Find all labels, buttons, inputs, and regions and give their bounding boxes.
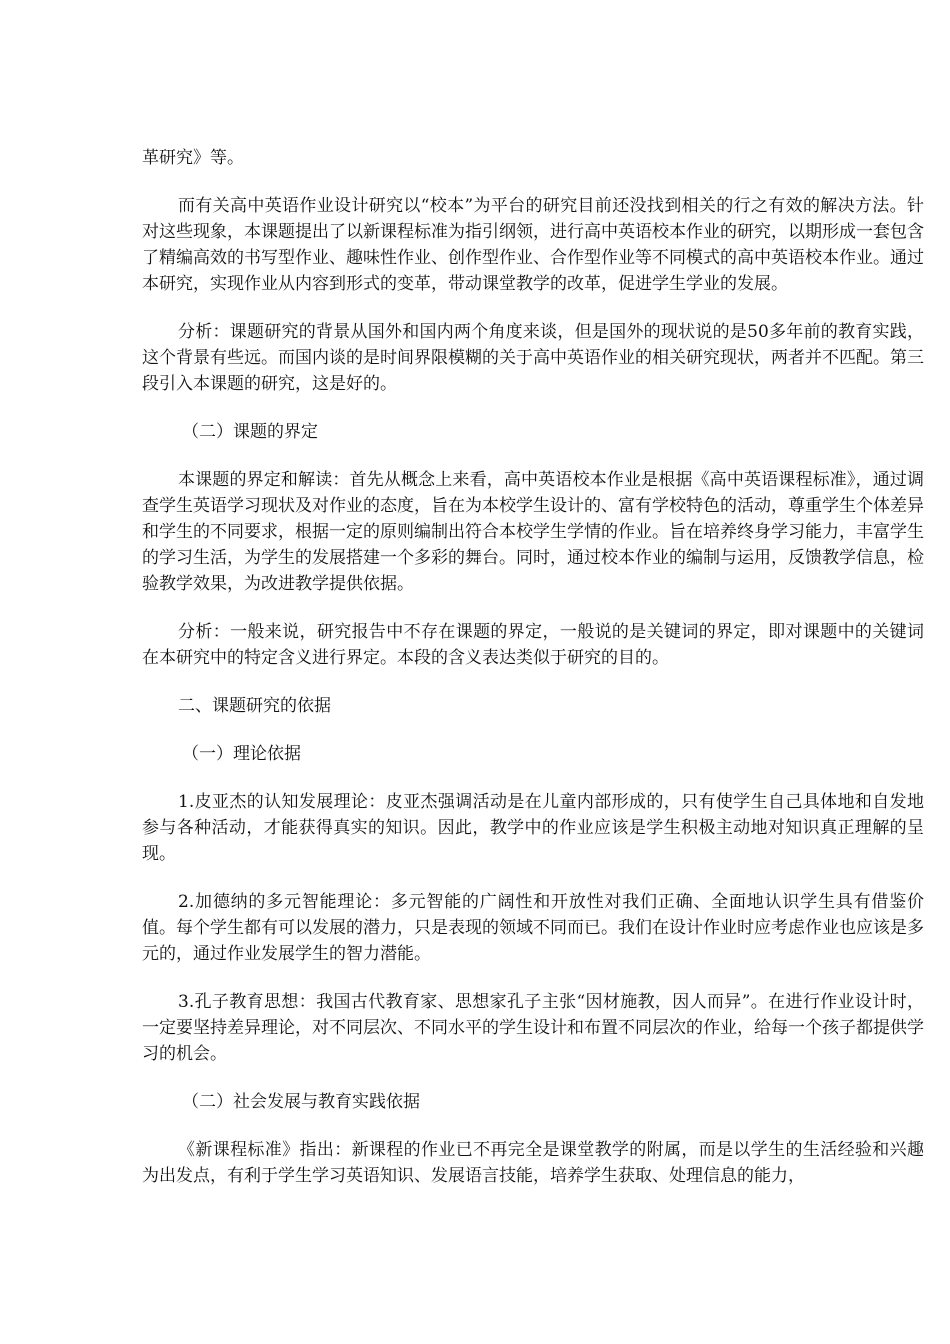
paragraph-continuation: 革研究》等。 [142,148,244,168]
paragraph-topic-definition: 本课题的界定和解读：首先从概念上来看，高中英语校本作业是根据《高中英语课程标准》，通过调查学生英语学习现状及对作业的态度，旨在为本校学生设计的、富有学校特色的活动，尊重学生个体差异和学生的不同要求，根据一定的原则编制出符合本校学生学情的作业。旨在培养终身学习能力，丰富学生的学习生活，为学生的发展搭建一个多彩的舞台。同时，通过校本作业的编制与运用，反馈教学信息，检验教学效果，为改进教学提供依据。 [142,470,924,594]
subheading-theoretical-basis: （一）理论依据 [182,744,301,764]
paragraph-new-curriculum: 《新课程标准》指出：新课程的作业已不再完全是课堂教学的附属，而是以学生的生活经验和兴趣为出发点，有利于学生学习英语知识、发展语言技能，培养学生获取、处理信息的能力， [142,1140,924,1186]
document-body [142,145,924,1211]
subheading-topic-definition: （二）课题的界定 [182,422,318,442]
paragraph-confucius: 3.孔子教育思想：我国古代教育家、思想家孔子主张“因材施教，因人而异”。在进行作业设计时，一定要坚持差异理论，对不同层次、不同水平的学生设计和布置不同层次的作业，给每一个孩子都提供学习的机会。 [142,992,924,1064]
paragraph-analysis-definition: 分析：一般来说，研究报告中不存在课题的界定，一般说的是关键词的界定，即对课题中的关键词在本研究中的特定含义进行界定。本段的含义表达类似于研究的目的。 [142,622,924,668]
paragraph-gardner: 2.加德纳的多元智能理论：多元智能的广阔性和开放性对我们正确、全面地认识学生具有借鉴价值。每个学生都有可以发展的潜力，只是表现的领域不同而已。我们在设计作业时应考虑作业也应该是多元的，通过作业发展学生的智力潜能。 [142,892,924,964]
paragraph-analysis-background: 分析：课题研究的背景从国外和国内两个角度来谈，但是国外的现状说的是50多年前的教育实践，这个背景有些远。而国内谈的是时间界限模糊的关于高中英语作业的相关研究现状，两者并不匹配。第三段引入本课题的研究，这是好的。 [142,322,924,394]
subheading-social-practice-basis: （二）社会发展与教育实践依据 [182,1092,420,1112]
heading-research-basis: 二、课题研究的依据 [178,696,331,716]
paragraph-research-gap: 而有关高中英语作业设计研究以“校本”为平台的研究目前还没找到相关的行之有效的解决方法。针对这些现象，本课题提出了以新课程标准为指引纲领，进行高中英语校本作业的研究，以期形成一套包含了精编高效的书写型作业、趣味性作业、创作型作业、合作型作业等不同模式的高中英语校本作业。通过本研究，实现作业从内容到形式的变革，带动课堂教学的改革，促进学生学业的发展。 [142,196,924,294]
paragraph-piaget: 1.皮亚杰的认知发展理论：皮亚杰强调活动是在儿童内部形成的，只有使学生自己具体地和自发地参与各种活动，才能获得真实的知识。因此，教学中的作业应该是学生积极主动地对知识真正理解的呈现。 [142,792,924,864]
